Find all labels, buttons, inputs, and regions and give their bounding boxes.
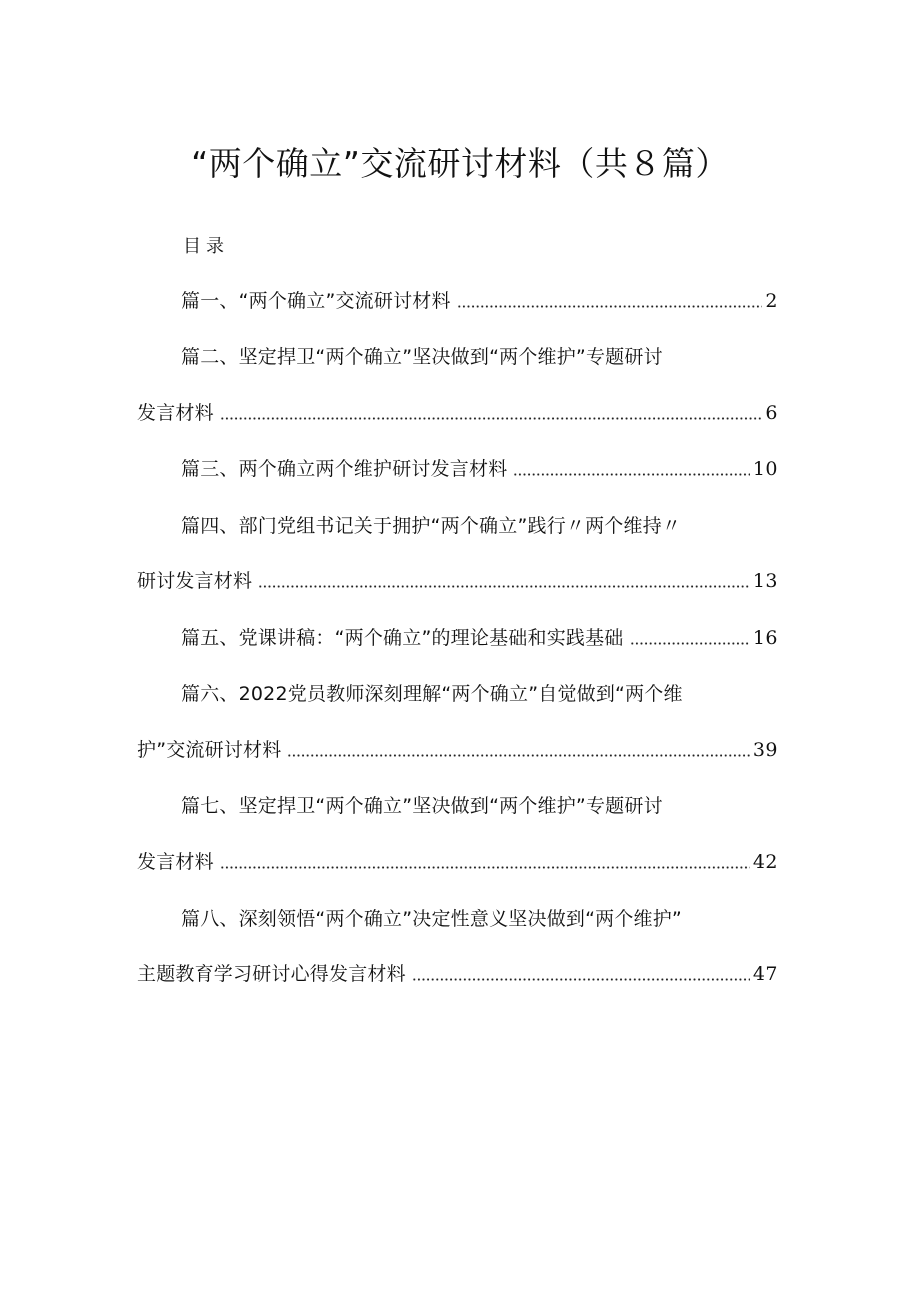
toc-entry-6-line1[interactable] [181, 680, 683, 708]
toc-entry-title: 篇六、2022党员教师深刻理解“两个确立”自觉做到“两个维 [181, 683, 683, 705]
toc-page-number: 13 [752, 570, 778, 592]
toc-page-number: 10 [752, 458, 778, 480]
dot-leader [287, 754, 749, 757]
toc-entry-3[interactable] [181, 455, 778, 483]
toc-entry-2-line2[interactable] [137, 399, 778, 427]
dot-leader [457, 305, 763, 308]
toc-entry-title: 篇七、坚定捍卫“两个确立”坚决做到“两个维护”专题研讨 [181, 795, 663, 817]
toc-page-number: 6 [765, 402, 778, 424]
toc-entry-title-continued: 主题教育学习研讨心得发言材料 [137, 963, 406, 985]
toc-entry-8-line1[interactable] [181, 905, 682, 933]
toc-entry-6-line2[interactable] [137, 736, 778, 764]
dot-leader [513, 473, 749, 476]
toc-entry-title-continued: 发言材料 [137, 851, 214, 873]
toc-label: 目录 [183, 236, 229, 257]
toc-page-number: 2 [765, 290, 778, 312]
toc-page-number: 47 [752, 963, 778, 985]
toc-entry-2-line1[interactable] [181, 343, 663, 371]
dot-leader [258, 585, 750, 588]
toc-entry-7-line1[interactable] [181, 792, 663, 820]
toc-entry-title: 篇八、深刻领悟“两个确立”决定性意义坚决做到“两个维护” [181, 908, 682, 930]
dot-leader [220, 417, 763, 420]
toc-entry-title: 篇四、部门党组书记关于拥护“两个确立”践行〃两个维持〃 [181, 515, 682, 537]
toc-page-number: 39 [752, 739, 778, 761]
toc-entry-1[interactable] [181, 287, 778, 315]
page-title: “两个确立”交流研讨材料（共８篇） [191, 144, 729, 183]
dot-leader [630, 642, 750, 645]
toc-entry-7-line2[interactable] [137, 848, 778, 876]
toc-entry-title-continued: 发言材料 [137, 402, 214, 424]
toc-entry-title: 篇三、两个确立两个维护研讨发言材料 [181, 458, 508, 480]
toc-entry-title: 篇五、党课讲稿：“两个确立”的理论基础和实践基础 [181, 627, 624, 649]
toc-entry-title-continued: 护”交流研讨材料 [137, 739, 282, 761]
toc-entry-title: 篇一、“两个确立”交流研讨材料 [181, 290, 451, 312]
toc-entry-4-line1[interactable] [181, 512, 681, 540]
toc-entry-8-line2[interactable] [137, 960, 778, 988]
toc-page-number: 16 [752, 627, 778, 649]
dot-leader [220, 866, 750, 869]
toc-entry-title: 篇二、坚定捍卫“两个确立”坚决做到“两个维护”专题研讨 [181, 346, 663, 368]
toc-page-number: 42 [752, 851, 778, 873]
toc-entry-4-line2[interactable] [137, 567, 778, 595]
toc-entry-5[interactable] [181, 624, 778, 652]
dot-leader [412, 978, 750, 981]
toc-entry-title-continued: 研讨发言材料 [137, 570, 253, 592]
